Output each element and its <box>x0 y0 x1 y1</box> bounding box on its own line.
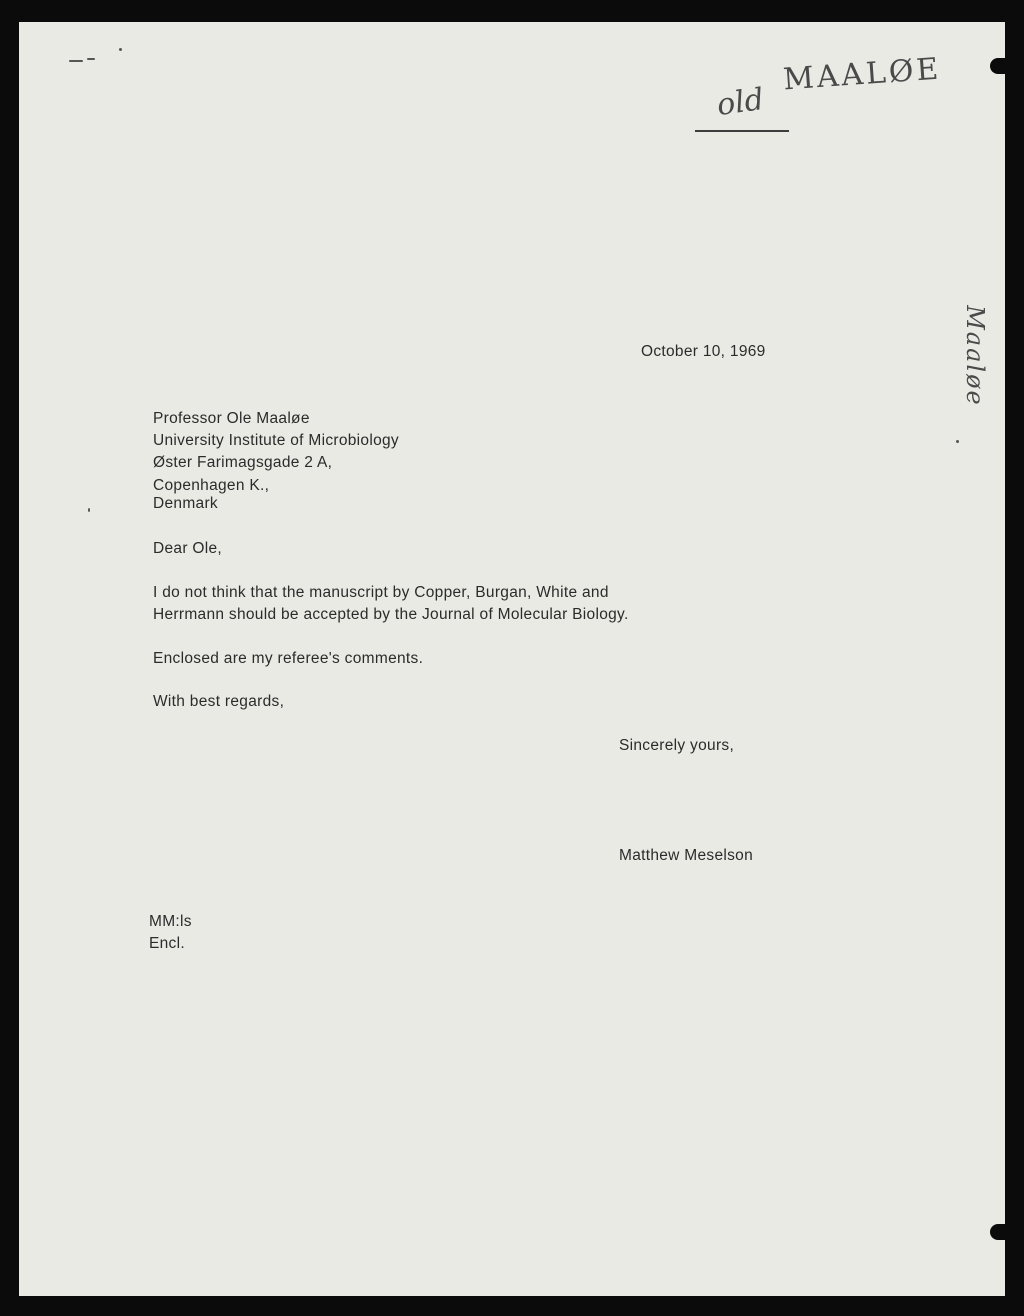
recipient-country: Denmark <box>153 495 218 512</box>
paper-speck <box>87 58 95 60</box>
recipient-name: Professor Ole Maaløe <box>153 410 310 427</box>
paper-speck <box>119 48 122 51</box>
reference-initials: MM:ls <box>149 913 192 930</box>
handwritten-underline <box>695 130 789 132</box>
paper-speck <box>956 440 959 443</box>
recipient-institution: University Institute of Microbiology <box>153 432 399 449</box>
binder-clip-bottom <box>990 1224 1024 1240</box>
closing: Sincerely yours, <box>619 737 735 754</box>
margin-annotation: Maaløe <box>960 305 989 407</box>
paper-speck <box>88 508 90 512</box>
recipient-street: Øster Farimagsgade 2 A, <box>153 454 333 471</box>
letter-date: October 10, 1969 <box>641 343 766 360</box>
enclosure-note: Enclosed are my referee's comments. <box>153 650 424 667</box>
letter-page <box>19 22 1005 1296</box>
recipient-city: Copenhagen K., <box>153 477 270 494</box>
signature-name: Matthew Meselson <box>619 847 754 864</box>
body-line-2: Herrmann should be accepted by the Journal of Molecular Biology. <box>153 606 629 623</box>
regards: With best regards, <box>153 693 285 710</box>
body-line-1: I do not think that the manuscript by Copper, Burgan, White and <box>153 584 609 601</box>
binder-clip-top <box>990 58 1024 74</box>
handwritten-prefix: old <box>714 81 767 124</box>
paper-speck <box>69 60 83 62</box>
handwritten-name: MAALØE <box>781 51 943 98</box>
enclosure-label: Encl. <box>149 935 185 952</box>
salutation: Dear Ole, <box>153 540 223 557</box>
